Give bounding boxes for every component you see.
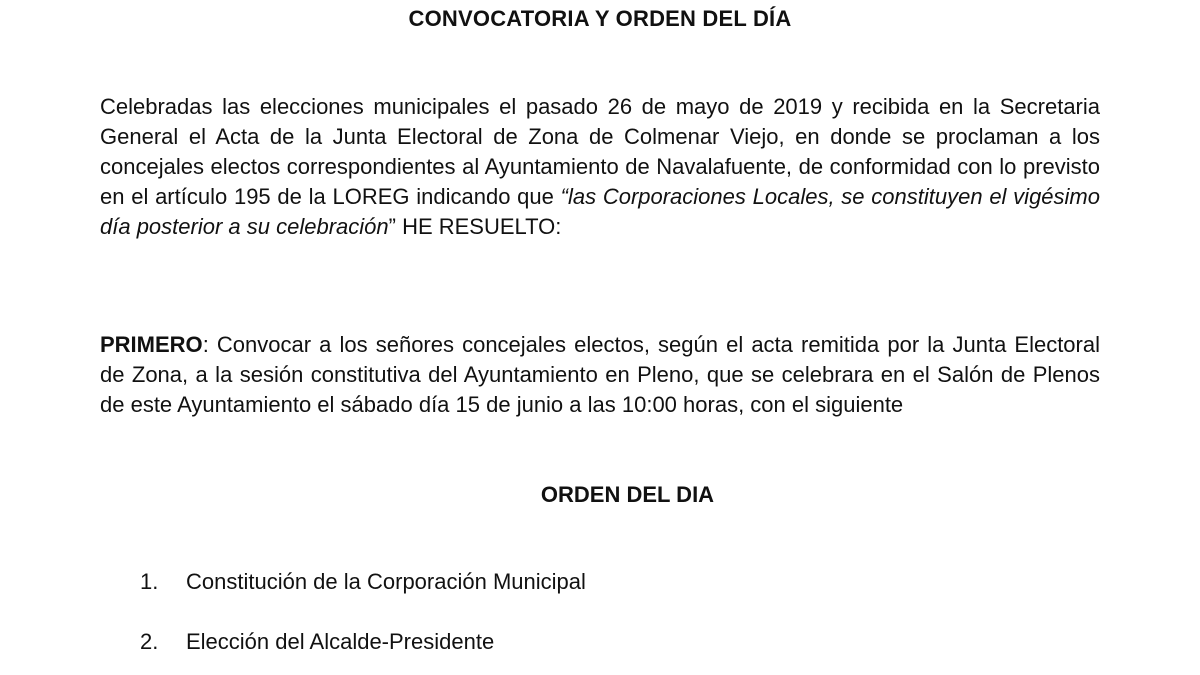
agenda-item-text: Constitución de la Corporación Municipal xyxy=(186,569,586,594)
intro-paragraph xyxy=(100,92,1100,242)
agenda-item-text: Elección del Alcalde-Presidente xyxy=(186,629,495,654)
intro-text: Celebradas las elecciones municipales el pasado 26 de mayo de 2019 y recibida en la Secretaria General el Acta de la Junta Electoral de Zona de Colmenar Viejo, en donde se proclaman a los concejales electos correspondientes al Ayuntamiento de Navalafuente, de conformidad con lo previsto en el artículo 195 de la LOREG indicando que xyxy=(100,94,1100,209)
primero-text: : Convocar a los señores concejales electos, según el acta remitida por la Junta Electoral de Zona, a la sesión constitutiva del Ayuntamiento en Pleno, que se celebrara en el Salón de Plenos de este Ayuntamiento el sábado día 15 de junio a las 10:00 horas, con el siguiente xyxy=(100,332,1100,417)
agenda-item xyxy=(140,567,586,597)
agenda-title: ORDEN DEL DIA xyxy=(540,482,715,507)
primero-label: PRIMERO xyxy=(100,332,203,357)
agenda-item-number: 2. xyxy=(140,629,159,654)
agenda-item xyxy=(140,627,494,657)
document-title: CONVOCATORIA Y ORDEN DEL DÍA xyxy=(408,6,792,31)
primero-paragraph xyxy=(100,330,1100,420)
intro-quote: “las Corporaciones Locales, se constituyen el vigésimo día posterior a su celebración xyxy=(100,184,1100,239)
agenda-item-number: 1. xyxy=(140,569,159,594)
intro-resolution: ” HE RESUELTO: xyxy=(388,214,562,239)
